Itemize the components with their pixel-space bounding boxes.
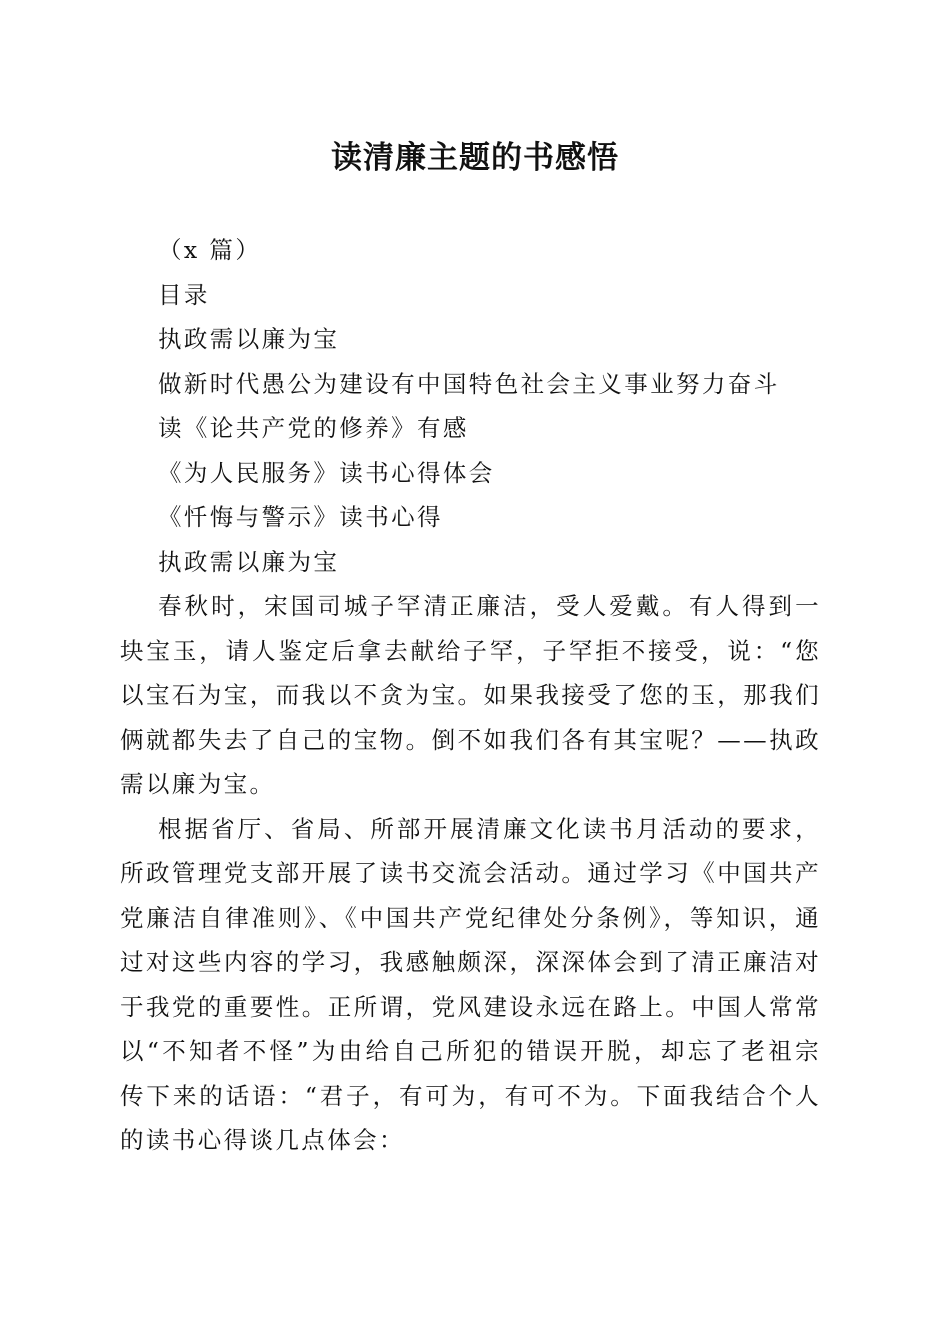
toc-item: 做新时代愚公为建设有中国特色社会主义事业努力奋斗 — [158, 369, 780, 398]
document-title: 读清廉主题的书感悟 — [331, 140, 619, 176]
table-of-contents — [120, 317, 821, 540]
paragraph: 根据省厅、省局、所部开展清廉文化读书月活动的要求，所政管理党支部开展了读书交流会活动。通过学习《中国共产党廉洁自律准则》、《中国共产党纪律处分条例》，等知识，通过对这些内容的学习，我感触颇深，深深体会到了清正廉洁对于我党的重要性。正所谓，党风建设永远在路上。中国人常常以“不知者不怪”为由给自己所犯的错误开脱，却忘了老祖宗传下来的话语：“君子，有可为，有可不为。下面我结合个人的读书心得谈几点体会： — [120, 814, 821, 1154]
toc-item: 执政需以廉为宝 — [158, 325, 340, 353]
toc-item: 《忏悔与警示》读书心得 — [158, 503, 443, 531]
paragraph: 春秋时，宋国司城子罕清正廉洁，受人爱戴。有人得到一块宝玉，请人鉴定后拿去献给子罕，子罕拒不接受，说：“您以宝石为宝，而我以不贪为宝。如果我接受了您的玉，那我们俩就都失去了自己的宝物。倒不如我们各有其宝呢？——执政需以廉为宝。 — [120, 592, 821, 798]
section-title: 执政需以廉为宝 — [158, 547, 340, 576]
toc-item: 《为人民服务》读书心得体会 — [158, 458, 495, 487]
toc-item: 读《论共产党的修养》有感 — [158, 414, 469, 442]
document-body — [120, 228, 821, 1163]
count-note: （x 篇） — [158, 236, 262, 264]
toc-heading: 目录 — [158, 280, 210, 309]
